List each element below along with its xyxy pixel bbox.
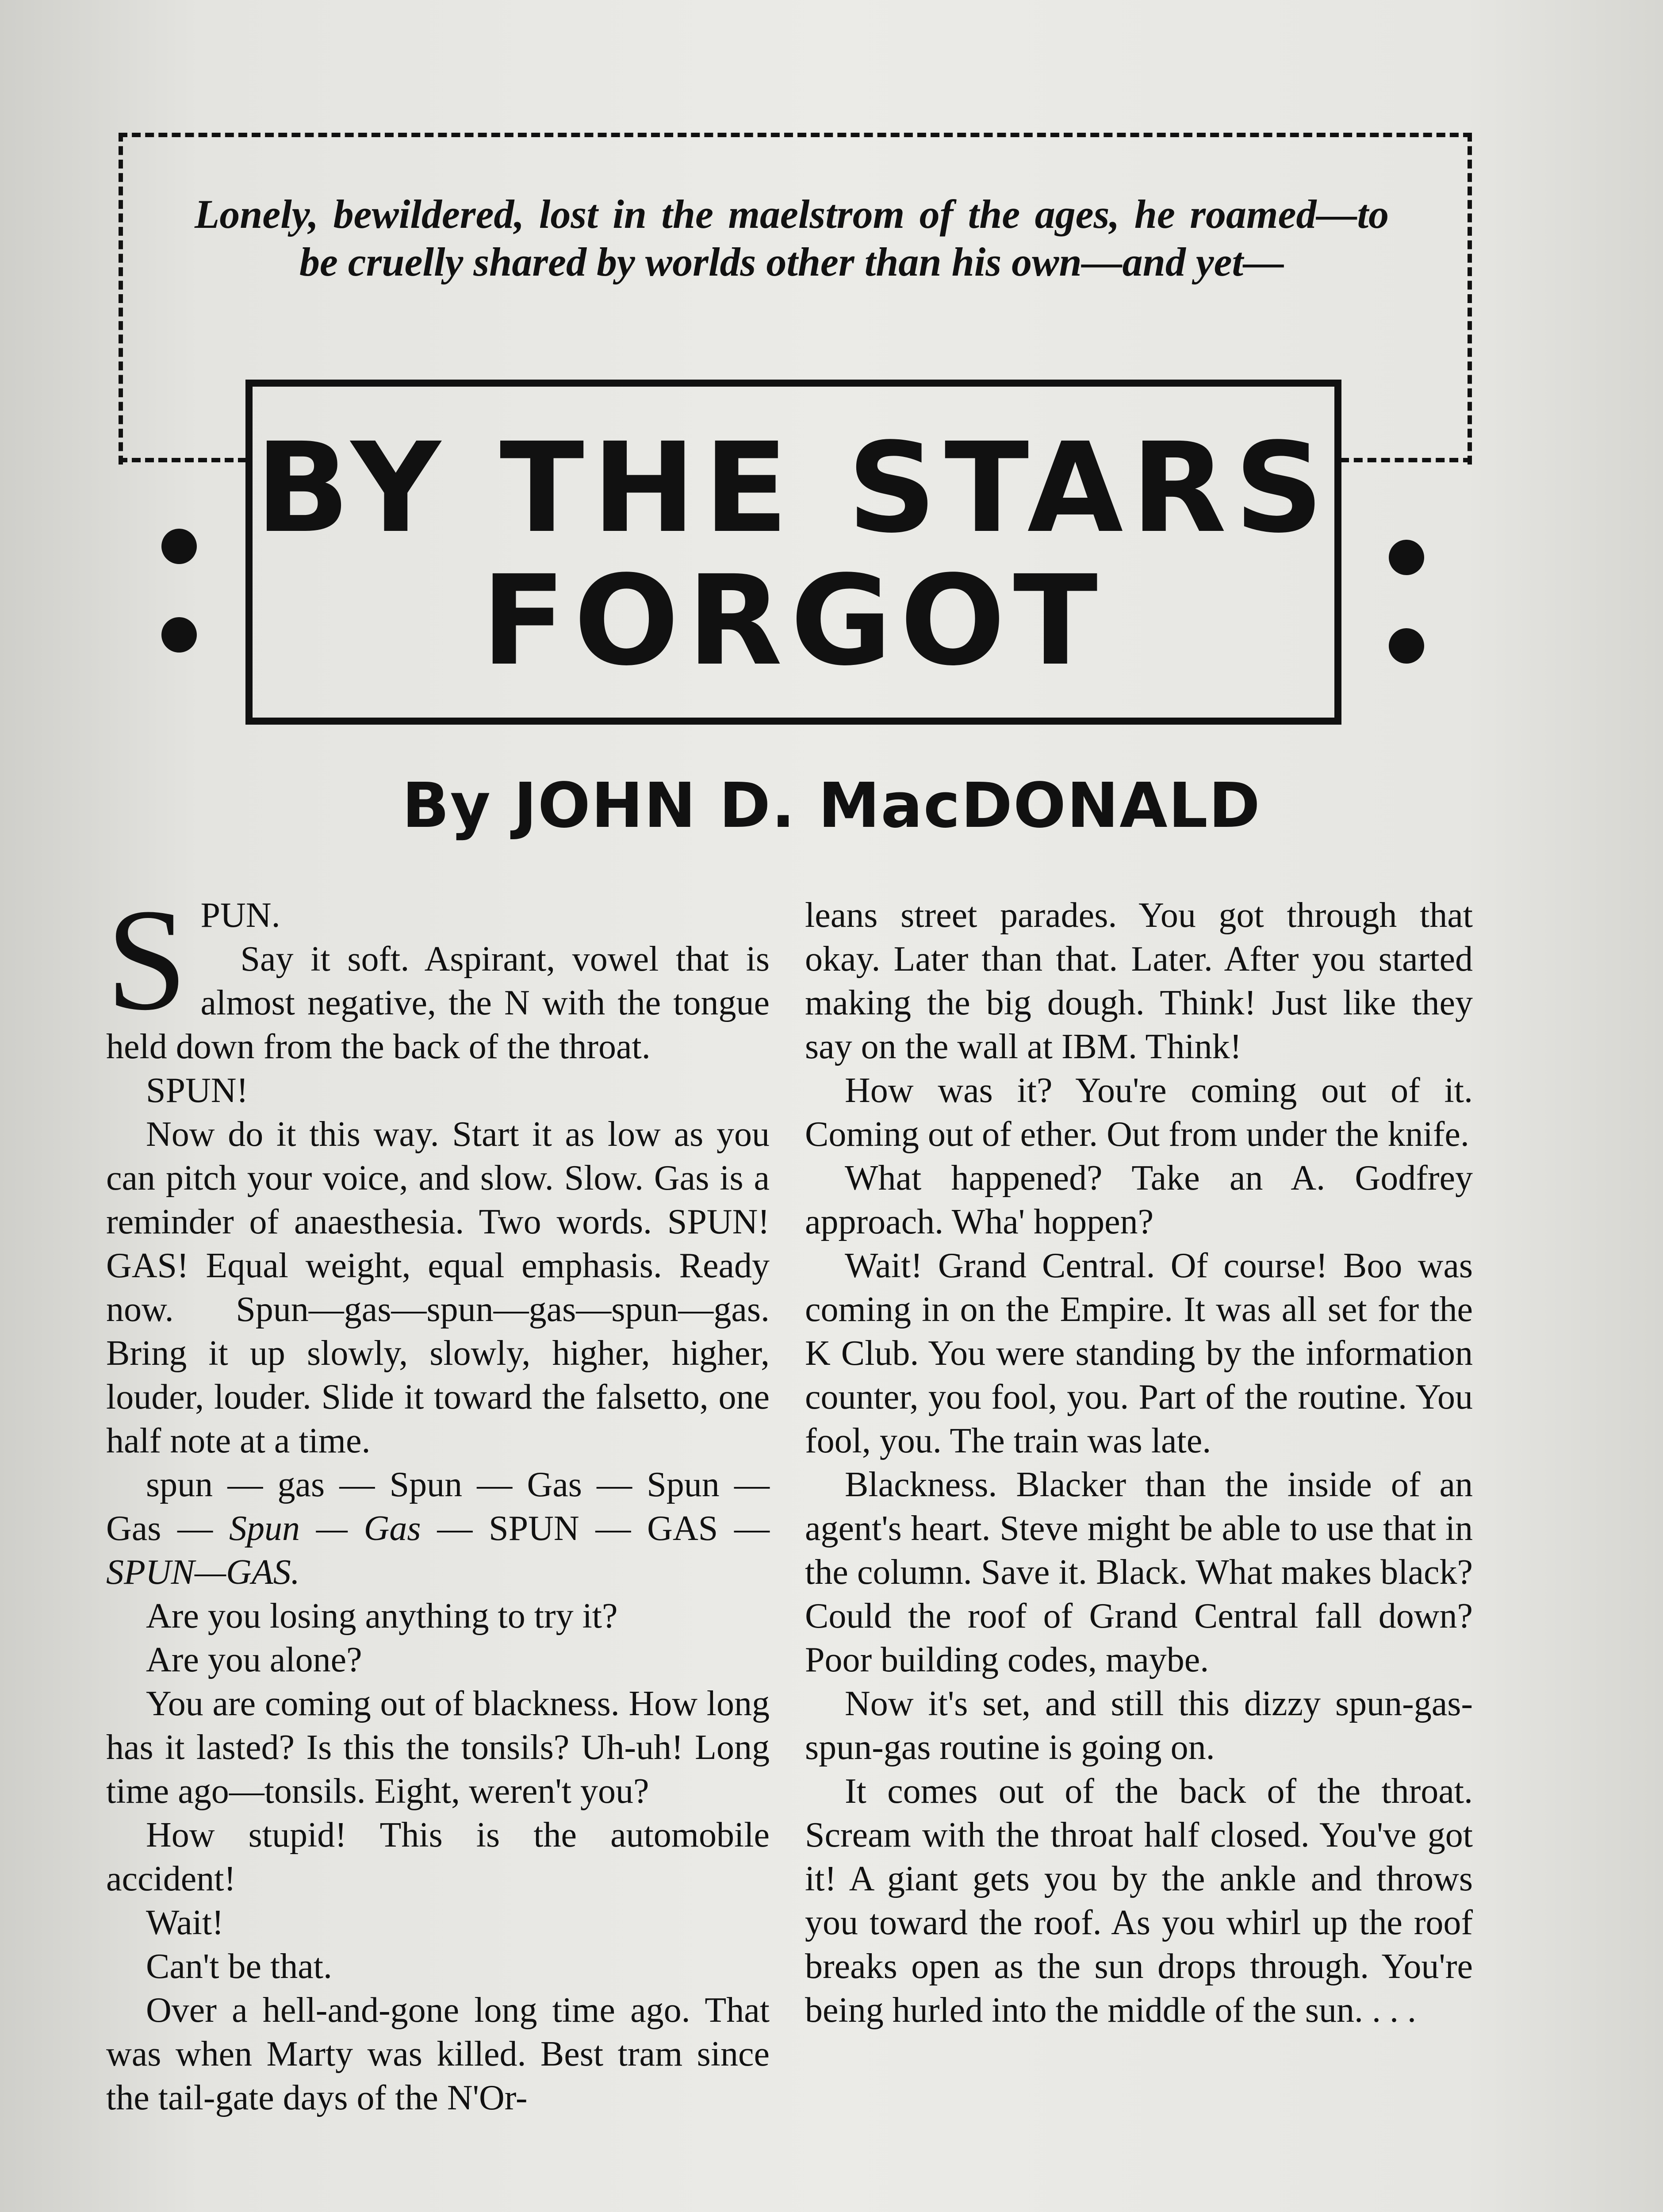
bullet-dot bbox=[1389, 540, 1424, 575]
paragraph: leans street parades. You got through that okay. Later than that. Later. After you started making the big dough. Think! Just like they say on the wall at IBM. Think! bbox=[805, 896, 1473, 1066]
paragraph: Are you losing anything to try it? bbox=[146, 1597, 618, 1636]
paragraph: Over a hell-and-gone long time ago. That was when Marty was killed. Best tram since the tail-gate days of the N'Or- bbox=[106, 1991, 770, 2117]
chant-text: — SPUN — GAS — bbox=[421, 1509, 770, 1548]
paragraph: Blackness. Blacker than the inside of an agent's heart. Steve might be able to use that in the column. Save it. Black. What makes black? Could the roof of Grand Central fall down? Poor building codes, maybe. bbox=[805, 1465, 1473, 1679]
drop-cap: S bbox=[106, 879, 188, 1041]
title-line-2: FORGOT bbox=[481, 549, 1106, 693]
paragraph: You are coming out of blackness. How long has it lasted? Is this the tonsils? Uh-uh! Long time ago—tonsils. Eight, weren't you? bbox=[106, 1684, 770, 1811]
story-blurb: Lonely, bewildered, lost in the maelstrom of the ages, he roamed—to be cruelly shared by worlds other than his own—and yet— bbox=[195, 192, 1389, 284]
paragraph: Wait! Grand Central. Of course! Boo was coming in on the Empire. It was all set for the K Club. You were standing by the information counter, you fool, you. Part of the routine. You fool, you. The train was late. bbox=[805, 1246, 1473, 1460]
bullet-dot bbox=[161, 617, 197, 653]
chant-italic: Spun — Gas bbox=[229, 1509, 421, 1548]
chant-text: spun — gas — Spun — Gas — Spun — Gas — bbox=[106, 1465, 770, 1548]
story-title bbox=[253, 416, 1334, 693]
paragraph: Now it's set, and still this dizzy spun-gas-spun-gas routine is going on. bbox=[805, 1684, 1473, 1767]
paragraph: Say it soft. Aspirant, vowel that is almost negative, the N with the tongue held down from the back of the throat. bbox=[106, 940, 770, 1066]
paragraph: How stupid! This is the automobile accident! bbox=[106, 1816, 770, 1898]
paragraph-text: PUN. bbox=[200, 896, 280, 935]
chant-italic: SPUN—GAS. bbox=[106, 1553, 300, 1592]
paragraph: How was it? You're coming out of it. Coming out of ether. Out from under the knife. bbox=[805, 1071, 1473, 1154]
paragraph: Can't be that. bbox=[146, 1947, 332, 1986]
dashed-frame-left-tail bbox=[119, 458, 247, 462]
paragraph: Now do it this way. Start it as low as you can pitch your voice, and slow. Slow. Gas is a reminder of anaesthesia. Two words. SPUN! GAS! Equal weight, equal emphasis. Ready now. Spun—gas—spun—gas—spun—gas. Bring it up slowly, slowly, higher, higher, louder, louder. Slide it toward the falsetto, one half note at a time. bbox=[106, 1115, 770, 1460]
dashed-frame-right-tail bbox=[1340, 458, 1472, 462]
author-byline: By JOHN D. MacDONALD bbox=[402, 770, 1261, 842]
paragraph: It comes out of the back of the throat. Scream with the throat half closed. You've got it! A giant gets you by the ankle and throws you toward the roof. As you whirl up the roof breaks open as the sun drops through. You're being hurled into the middle of the sun. . . . bbox=[805, 1772, 1473, 2030]
paragraph: SPUN! bbox=[146, 1071, 249, 1110]
paragraph: Are you alone? bbox=[146, 1640, 362, 1679]
paragraph bbox=[106, 1463, 770, 1594]
bullet-dot bbox=[161, 529, 197, 564]
paragraph: What happened? Take an A. Godfrey approach. Wha' hoppen? bbox=[805, 1159, 1473, 1241]
title-box bbox=[245, 380, 1341, 725]
title-line-1: BY THE STARS bbox=[255, 416, 1332, 561]
right-column bbox=[805, 894, 1473, 2032]
paragraph: Wait! bbox=[146, 1903, 224, 1942]
bullet-dot bbox=[1389, 628, 1424, 664]
left-column bbox=[106, 879, 770, 2120]
